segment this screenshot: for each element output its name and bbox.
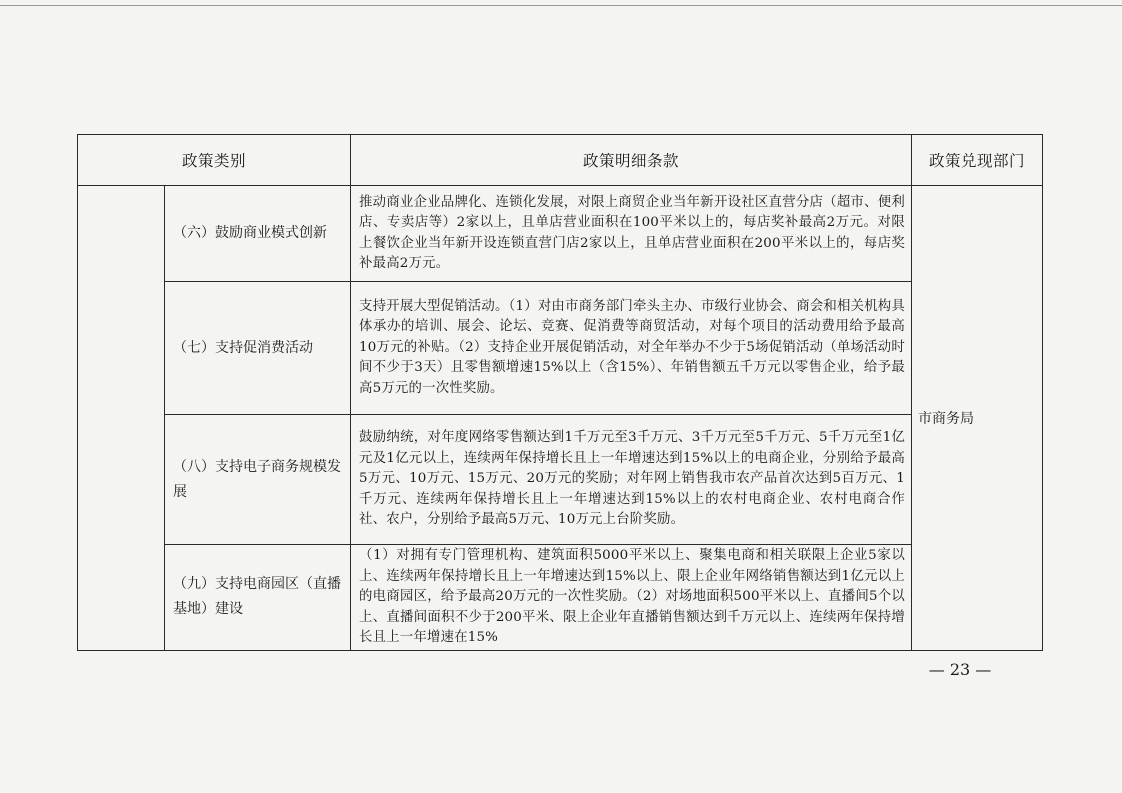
table-row <box>78 415 1043 545</box>
header-department: 政策兑现部门 <box>912 135 1043 186</box>
table-row <box>78 282 1043 415</box>
category-cell: （七）支持促消费活动 <box>165 282 351 415</box>
detail-cell: 鼓励纳统，对年度网络零售额达到1千万元至3千万元、3千万元至5千万元、5千万元至1亿元及1亿元以上，连续两年保持增长且上一年增速达到15%以上的电商企业，分别给予最高5万元、10万元、15万元、20万元的奖励；对年网上销售我市农产品首次达到5百万元、1千万元、连续两年保持增长且上一年增速达到15%以上的农村电商企业、农村电商合作社、农户，分别给予最高5万元、10万元上台阶奖励。 <box>351 415 912 545</box>
top-rule <box>0 5 1122 6</box>
category-cell: （九）支持电商园区（直播基地）建设 <box>165 545 351 651</box>
category-cell: （八）支持电子商务规模发展 <box>165 415 351 545</box>
header-policy-category: 政策类别 <box>78 135 351 186</box>
table-header-row <box>78 135 1043 186</box>
table-row <box>78 186 1043 282</box>
detail-cell: （1）对拥有专门管理机构、建筑面积5000平米以上、聚集电商和相关联限上企业5家以上、连续两年保持增长且上一年增速达到15%以上、限上企业年网络销售额达到1亿元以上的电商园区，给予最高20万元的一次性奖励。（2）对场地面积500平米以上、直播间5个以上、直播间面积不少于200平米、限上企业年直播销售额达到千万元以上、连续两年保持增长且上一年增速在15% <box>351 545 912 651</box>
table-row <box>78 545 1043 651</box>
policy-table <box>77 134 1043 651</box>
detail-cell: 支持开展大型促销活动。（1）对由市商务部门牵头主办、市级行业协会、商会和相关机构具体承办的培训、展会、论坛、竞赛、促消费等商贸活动，对每个项目的活动费用给予最高10万元的补贴。（2）支持企业开展促销活动，对全年举办不少于5场促销活动（单场活动时间不少于3天）且零售额增速15%以上（含15%）、年销售额五千万元以零售企业，给予最高5万元的一次性奖励。 <box>351 282 912 415</box>
merged-blank-cell <box>78 186 165 651</box>
page-number: — 23 — <box>928 660 992 679</box>
category-cell: （六）鼓励商业模式创新 <box>165 186 351 282</box>
detail-cell: 推动商业企业品牌化、连锁化发展，对限上商贸企业当年新开设社区直营分店（超市、便利店、专卖店等）2家以上，且单店营业面积在100平米以上的，每店奖补最高2万元。对限上餐饮企业当年新开设连锁直营门店2家以上，且单店营业面积在200平米以上的，每店奖补最高2万元。 <box>351 186 912 282</box>
department-cell: 市商务局 <box>912 186 1043 651</box>
header-policy-details: 政策明细条款 <box>351 135 912 186</box>
